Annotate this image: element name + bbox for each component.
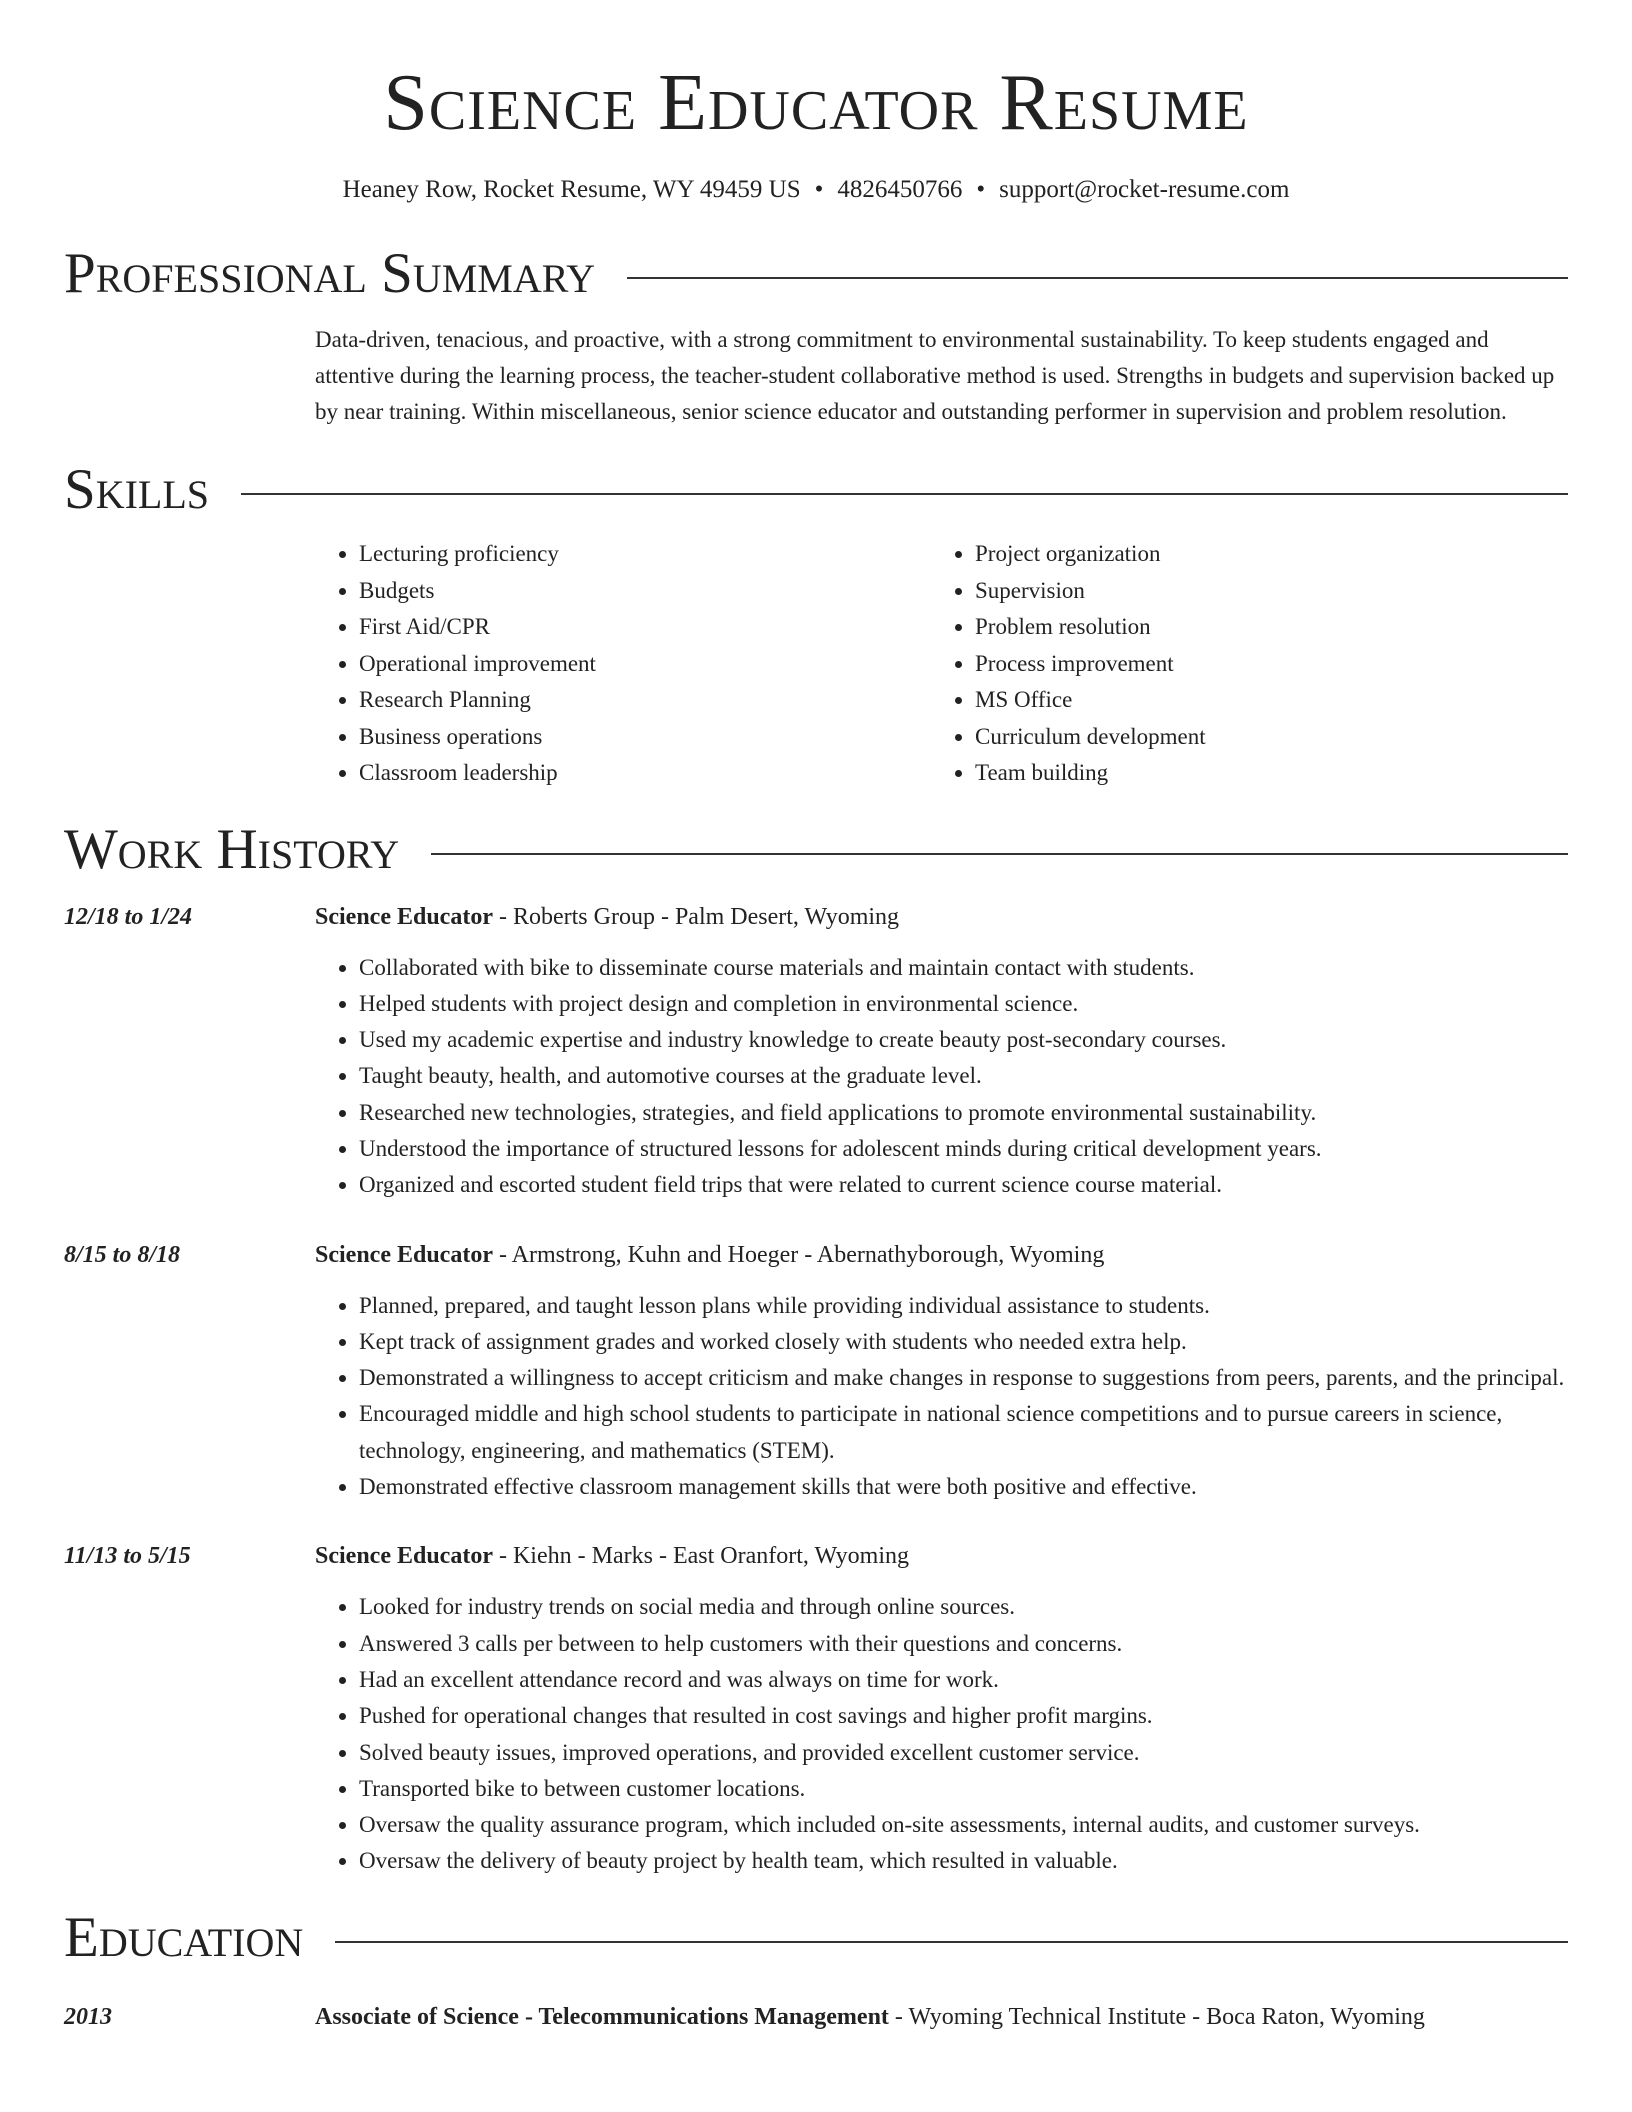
section-heading: Professional Summary bbox=[64, 242, 596, 305]
skill-item: • Research Planning bbox=[359, 682, 931, 719]
job-company: - Armstrong, Kuhn and Hoeger - Abernathyborough, Wyoming bbox=[492, 1241, 1105, 1268]
skill-item: • Budgets bbox=[359, 573, 931, 610]
education-date: 2013 bbox=[64, 2003, 112, 2030]
job-bullet: • Planned, prepared, and taught lesson plans while providing individual assistance to students. bbox=[359, 1288, 1568, 1324]
job-bullet: • Oversaw the delivery of beauty project by health team, which resulted in valuable. bbox=[359, 1843, 1568, 1879]
job-dates: 11/13 to 5/15 bbox=[64, 1543, 191, 1570]
skill-item: • MS Office bbox=[975, 682, 1547, 719]
skills-column-right bbox=[931, 536, 1547, 792]
contact-line bbox=[64, 174, 1568, 206]
job-detail bbox=[315, 1238, 1568, 1506]
job-bullet: • Solved beauty issues, improved operations, and provided excellent customer service. bbox=[359, 1735, 1568, 1771]
section-divider bbox=[627, 277, 1568, 279]
job-entry bbox=[64, 1238, 1568, 1506]
job-company: - Roberts Group - Palm Desert, Wyoming bbox=[492, 903, 900, 930]
job-role: Science Educator bbox=[315, 1241, 493, 1268]
job-bullet: • Collaborated with bike to disseminate course materials and maintain contact with students. bbox=[359, 950, 1568, 986]
section-divider bbox=[241, 493, 1568, 495]
job-detail bbox=[315, 900, 1568, 1204]
job-bullet: • Kept track of assignment grades and worked closely with students who needed extra help. bbox=[359, 1324, 1568, 1360]
education-entry bbox=[64, 2000, 1568, 2034]
job-bullet: • Pushed for operational changes that resulted in cost savings and higher profit margins. bbox=[359, 1698, 1568, 1734]
job-dates: 12/18 to 1/24 bbox=[64, 903, 193, 930]
education-school: - Wyoming Technical Institute - Boca Raton, Wyoming bbox=[888, 2003, 1425, 2030]
skill-item: • Lecturing proficiency bbox=[359, 536, 931, 573]
job-bullet: • Had an excellent attendance record and was always on time for work. bbox=[359, 1662, 1568, 1698]
skills-list bbox=[315, 536, 1568, 792]
skills-section-header bbox=[64, 458, 1568, 522]
skill-item: • Project organization bbox=[975, 536, 1547, 573]
email-link[interactable]: support@rocket-resume.com bbox=[999, 176, 1290, 203]
phone: 4826450766 bbox=[837, 176, 963, 203]
job-role: Science Educator bbox=[315, 1543, 493, 1570]
section-heading: Skills bbox=[64, 458, 210, 521]
job-entry bbox=[64, 1539, 1568, 1879]
work-section-header bbox=[64, 818, 1568, 882]
job-role: Science Educator bbox=[315, 903, 493, 930]
skills-column-left bbox=[315, 536, 931, 792]
job-title-line bbox=[315, 900, 1568, 934]
section-heading: Education bbox=[64, 1905, 304, 1969]
job-bullet: • Answered 3 calls per between to help customers with their questions and concerns. bbox=[359, 1626, 1568, 1662]
job-title-line bbox=[315, 1238, 1568, 1272]
skill-item: • Curriculum development bbox=[975, 719, 1547, 756]
job-bullet: • Demonstrated effective classroom management skills that were both positive and effective. bbox=[359, 1469, 1568, 1505]
address: Heaney Row, Rocket Resume, WY 49459 US bbox=[342, 176, 801, 203]
education-degree: Associate of Science - Telecommunications Management bbox=[315, 2003, 889, 2030]
education-detail bbox=[315, 2000, 1425, 2034]
job-bullets bbox=[315, 1288, 1568, 1506]
skill-item: • Business operations bbox=[359, 719, 931, 756]
contact-separator: • bbox=[814, 176, 824, 203]
page-title: Science Educator Resume bbox=[383, 59, 1249, 147]
job-bullet: • Oversaw the quality assurance program, which included on-site assessments, internal audits, and customer surveys. bbox=[359, 1807, 1568, 1843]
job-bullet: • Researched new technologies, strategies, and field applications to promote environmental sustainability. bbox=[359, 1095, 1568, 1131]
skill-item: • Process improvement bbox=[975, 646, 1547, 683]
skill-item: • Classroom leadership bbox=[359, 755, 931, 792]
job-bullet: • Used my academic expertise and industry knowledge to create beauty post-secondary courses. bbox=[359, 1022, 1568, 1058]
summary-section-header bbox=[64, 242, 1568, 306]
job-dates: 8/15 to 8/18 bbox=[64, 1241, 181, 1268]
job-company: - Kiehn - Marks - East Oranfort, Wyoming bbox=[492, 1543, 909, 1570]
job-title-line bbox=[315, 1539, 1568, 1573]
section-divider bbox=[431, 853, 1568, 855]
job-bullet: • Taught beauty, health, and automotive courses at the graduate level. bbox=[359, 1058, 1568, 1094]
job-bullet: • Encouraged middle and high school students to participate in national science competitions and to pursue careers in science, technology, engineering, and mathematics (STEM). bbox=[359, 1396, 1568, 1469]
job-bullet: • Transported bike to between customer locations. bbox=[359, 1771, 1568, 1807]
section-heading: Work History bbox=[64, 817, 400, 881]
skill-item: • Supervision bbox=[975, 573, 1547, 610]
skill-item: • Team building bbox=[975, 755, 1547, 792]
job-bullets bbox=[315, 950, 1568, 1204]
contact-separator: • bbox=[976, 176, 986, 203]
job-entry bbox=[64, 900, 1568, 1204]
job-detail bbox=[315, 1539, 1568, 1879]
section-divider bbox=[335, 1941, 1568, 1943]
resume-page bbox=[64, 0, 1568, 2034]
job-bullet: • Understood the importance of structured lessons for adolescent minds during critical development years. bbox=[359, 1131, 1568, 1167]
job-bullets bbox=[315, 1589, 1568, 1879]
skill-item: • Problem resolution bbox=[975, 609, 1547, 646]
skill-item: • First Aid/CPR bbox=[359, 609, 931, 646]
skill-item: • Operational improvement bbox=[359, 646, 931, 683]
job-bullet: • Looked for industry trends on social media and through online sources. bbox=[359, 1589, 1568, 1625]
job-bullet: • Organized and escorted student field trips that were related to current science course material. bbox=[359, 1167, 1568, 1203]
summary-text: Data-driven, tenacious, and proactive, with a strong commitment to environmental sustainability. To keep students engaged and attentive during the learning process, the teacher-student collaborative method is used. Strengths in budgets and supervision backed up by near training. Within miscellaneous, senior science educator and outstanding performer in supervision and problem resolution. bbox=[315, 327, 1555, 424]
job-bullet: • Helped students with project design and completion in environmental science. bbox=[359, 986, 1568, 1022]
education-section-header bbox=[64, 1906, 1568, 1970]
job-bullet: • Demonstrated a willingness to accept criticism and make changes in response to suggestions from peers, parents, and the principal. bbox=[359, 1360, 1568, 1396]
